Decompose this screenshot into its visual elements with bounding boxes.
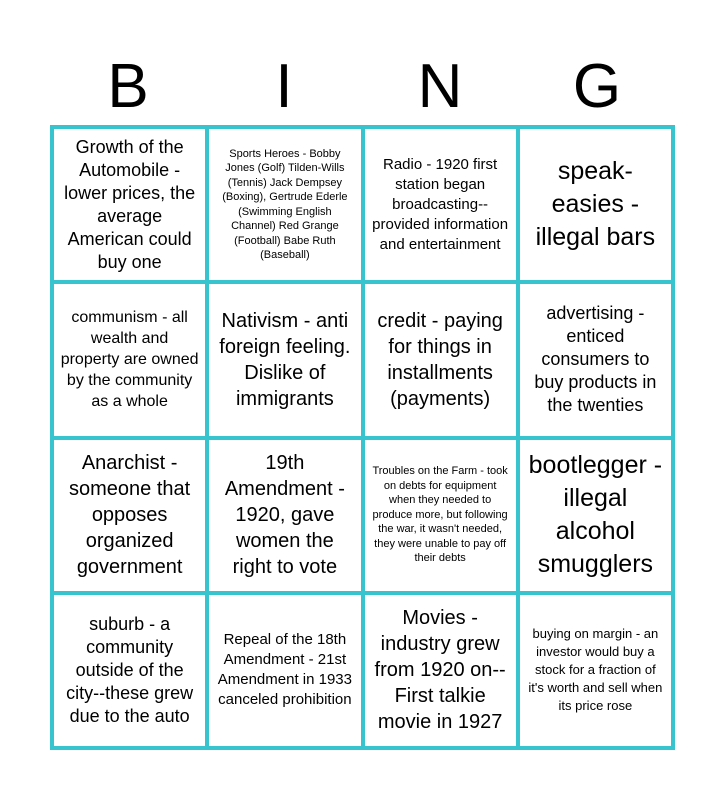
header-letter-i: I <box>275 52 293 121</box>
cell-text: Anarchist - someone that opposes organized government <box>69 452 191 579</box>
cell-text: suburb - a community outside of the city--these grew due to the auto <box>66 613 194 726</box>
header-letter-n: N <box>417 52 463 121</box>
cell-text: speak-easies - illegal bars <box>535 157 656 252</box>
bingo-cell-r1c4[interactable] <box>520 129 671 280</box>
bingo-grid <box>50 125 675 750</box>
bingo-cell-r4c3[interactable] <box>365 595 516 746</box>
cell-text: communism - all wealth and property are owned by the community as a whole <box>60 309 199 411</box>
cell-text: Growth of the Automobile - lower prices, the average American could buy one <box>64 136 196 272</box>
cell-text: Sports Heroes - Bobby Jones (Golf) Tilden-Wills (Tennis) Jack Dempsey (Boxing), Gertrude Ederle (Swimming English Channel) Red Grange (Football) Babe Ruth (Baseball) <box>222 147 348 262</box>
cell-text: Nativism - anti foreign feeling. Dislike of immigrants <box>219 309 351 410</box>
bingo-cell-r3c4[interactable] <box>520 440 671 591</box>
bingo-header <box>50 52 675 122</box>
bingo-cell-r3c2[interactable] <box>209 440 360 591</box>
header-letter-g: G <box>572 52 622 121</box>
cell-text: advertising - enticed consumers to buy products in the twenties <box>534 303 657 416</box>
bingo-cell-r4c4[interactable] <box>520 595 671 746</box>
bingo-cell-r2c2[interactable] <box>209 284 360 435</box>
cell-text: credit - paying for things in installments (payments) <box>377 309 503 410</box>
bingo-cell-r1c3[interactable] <box>365 129 516 280</box>
bingo-cell-r2c3[interactable] <box>365 284 516 435</box>
bingo-cell-r3c1[interactable] <box>54 440 205 591</box>
cell-text: Troubles on the Farm - took on debts for equipment when they needed to produce more, but following the war, it wasn't needed, they were unable to pay off their debts <box>372 465 508 565</box>
bingo-cell-r2c4[interactable] <box>520 284 671 435</box>
cell-text: Radio - 1920 first station began broadcasting--provided information and entertainment <box>372 155 509 253</box>
cell-text: buying on margin - an investor would buy a stock for a fraction of it's worth and sell when its price rose <box>528 626 663 714</box>
bingo-cell-r3c3[interactable] <box>365 440 516 591</box>
cell-text: bootlegger - illegal alcohol smugglers <box>528 451 663 579</box>
bingo-cell-r4c1[interactable] <box>54 595 205 746</box>
cell-text: Movies - industry grew from 1920 on--First talkie movie in 1927 <box>374 607 506 734</box>
bingo-cell-r2c1[interactable] <box>54 284 205 435</box>
header-letter-b: B <box>107 52 149 121</box>
cell-text: Repeal of the 18th Amendment - 21st Amendment in 1933 canceled prohibition <box>217 631 352 709</box>
bingo-cell-r1c1[interactable] <box>54 129 205 280</box>
bingo-cell-r4c2[interactable] <box>209 595 360 746</box>
cell-text: 19th Amendment - 1920, gave women the right to vote <box>224 452 345 579</box>
bingo-cell-r1c2[interactable] <box>209 129 360 280</box>
